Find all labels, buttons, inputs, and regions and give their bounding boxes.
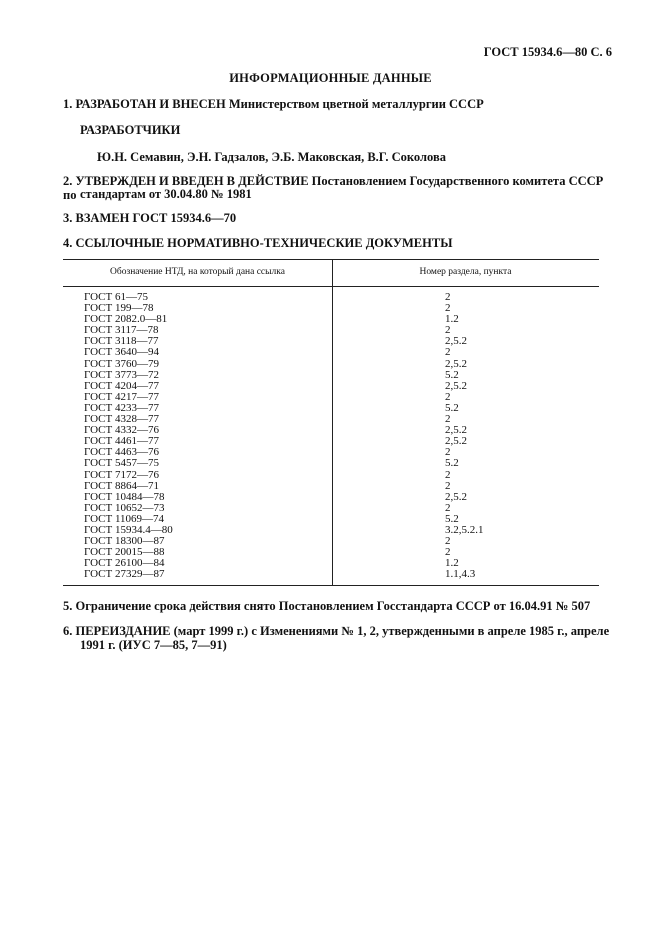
table-cell-section: 2	[445, 479, 451, 492]
table-cell-ntd: ГОСТ 27329—87	[84, 568, 165, 581]
developers-heading: РАЗРАБОТЧИКИ	[80, 123, 181, 137]
table-cell-section: 2	[445, 291, 451, 303]
table-cell-ntd: ГОСТ 11069—74	[84, 512, 165, 525]
table-row	[0, 359, 661, 370]
item-5: 5. Ограничение срока действия снято Постановлением Госстандарта СССР от 16.04.91 № 507	[63, 599, 591, 613]
page-title: ИНФОРМАЦИОННЫЕ ДАННЫЕ	[229, 71, 432, 85]
table-cell-ntd: ГОСТ 8864—71	[84, 479, 159, 492]
table-cell-section: 2	[445, 446, 451, 459]
table-cell-ntd: ГОСТ 3118—77	[84, 335, 159, 348]
item-2-line-1: 2. УТВЕРЖДЕН И ВВЕДЕН В ДЕЙСТВИЕ Постановлением Государственного комитета СССР по	[63, 174, 604, 202]
table-cell-ntd: ГОСТ 7172—76	[84, 468, 159, 481]
table-cell-section: 2,5.2	[445, 424, 467, 437]
table-cell-section: 5.2	[445, 512, 459, 525]
item-6-line-1: 6. ПЕРЕИЗДАНИЕ (март 1999 г.) с Изменениями № 1, 2, утвержденными в апреле 1985 г., апреле	[63, 624, 610, 638]
table-cell-ntd: ГОСТ 4463—76	[84, 446, 159, 459]
table-cell-section: 1.2	[445, 557, 459, 570]
table-cell-section: 5.2	[445, 368, 459, 381]
item-3: 3. ВЗАМЕН ГОСТ 15934.6—70	[63, 211, 237, 225]
table-header-rule	[63, 286, 599, 287]
table-cell-section: 2,5.2	[445, 379, 467, 392]
table-cell-section: 2	[445, 535, 451, 548]
table-cell-ntd: ГОСТ 61—75	[84, 291, 148, 303]
item-2-line-2: стандартам от 30.04.80 № 1981	[80, 187, 252, 201]
table-cell-section: 2,5.2	[445, 357, 467, 370]
item-4: 4. ССЫЛОЧНЫЕ НОРМАТИВНО-ТЕХНИЧЕСКИЕ ДОКУМЕНТЫ	[63, 236, 453, 250]
page-header: ГОСТ 15934.6—80 С. 6	[483, 45, 612, 59]
table-cell-section: 2	[445, 413, 451, 426]
table-cell-section: 3.2,5.2.1	[445, 523, 484, 536]
table-cell-section: 2	[445, 501, 451, 514]
table-cell-section: 2	[445, 302, 451, 315]
table-top-rule	[63, 259, 599, 260]
table-cell-ntd: ГОСТ 4328—77	[84, 413, 159, 426]
item-6-line-2: 1991 г. (ИУС 7—85, 7—91)	[80, 638, 227, 652]
table-cell-ntd: ГОСТ 26100—84	[84, 557, 165, 570]
table-cell-ntd: ГОСТ 4217—77	[84, 390, 159, 403]
table-cell-ntd: ГОСТ 10652—73	[84, 501, 165, 514]
table-cell-ntd: ГОСТ 3773—72	[84, 368, 159, 381]
table-cell-section: 1.2	[445, 313, 459, 326]
table-cell-section: 2	[445, 390, 451, 403]
table-cell-section: 2	[445, 546, 451, 559]
table-cell-ntd: ГОСТ 3640—94	[84, 346, 159, 359]
table-cell-section: 5.2	[445, 457, 459, 470]
table-cell-ntd: ГОСТ 18300—87	[84, 535, 165, 548]
table-cell-ntd: ГОСТ 10484—78	[84, 490, 165, 503]
table-cell-ntd: ГОСТ 15934.4—80	[84, 523, 173, 536]
table-cell-ntd: ГОСТ 3117—78	[84, 324, 159, 337]
table-header-ntd: Обозначение НТД, на который дана ссылка	[110, 267, 285, 277]
table-cell-section: 2,5.2	[445, 335, 467, 348]
table-body	[0, 292, 661, 580]
table-row	[0, 458, 661, 469]
table-row	[0, 347, 661, 358]
table-cell-ntd: ГОСТ 4204—77	[84, 379, 159, 392]
developers-names: Ю.Н. Семавин, Э.Н. Гадзалов, Э.Б. Маковская, В.Г. Соколова	[97, 150, 446, 164]
table-cell-ntd: ГОСТ 5457—75	[84, 457, 159, 470]
table-cell-ntd: ГОСТ 199—78	[84, 302, 154, 315]
table-cell-ntd: ГОСТ 4461—77	[84, 435, 159, 448]
table-cell-section: 2,5.2	[445, 490, 467, 503]
table-cell-section: 2	[445, 346, 451, 359]
table-cell-section: 2	[445, 324, 451, 337]
item-1: 1. РАЗРАБОТАН И ВНЕСЕН Министерством цветной металлургии СССР	[63, 97, 484, 111]
table-row	[0, 569, 661, 580]
table-cell-section: 1.1,4.3	[445, 568, 476, 581]
table-cell-ntd: ГОСТ 3760—79	[84, 357, 159, 370]
table-cell-section: 5.2	[445, 401, 459, 414]
table-cell-section: 2	[445, 468, 451, 481]
table-bottom-rule	[63, 585, 599, 586]
table-cell-ntd: ГОСТ 4332—76	[84, 424, 159, 437]
table-header-section: Номер раздела, пункта	[419, 267, 512, 277]
table-cell-ntd: ГОСТ 20015—88	[84, 546, 165, 559]
table-cell-section: 2,5.2	[445, 435, 467, 448]
table-row	[0, 470, 661, 481]
table-cell-ntd: ГОСТ 4233—77	[84, 401, 159, 414]
table-cell-ntd: ГОСТ 2082.0—81	[84, 313, 168, 326]
